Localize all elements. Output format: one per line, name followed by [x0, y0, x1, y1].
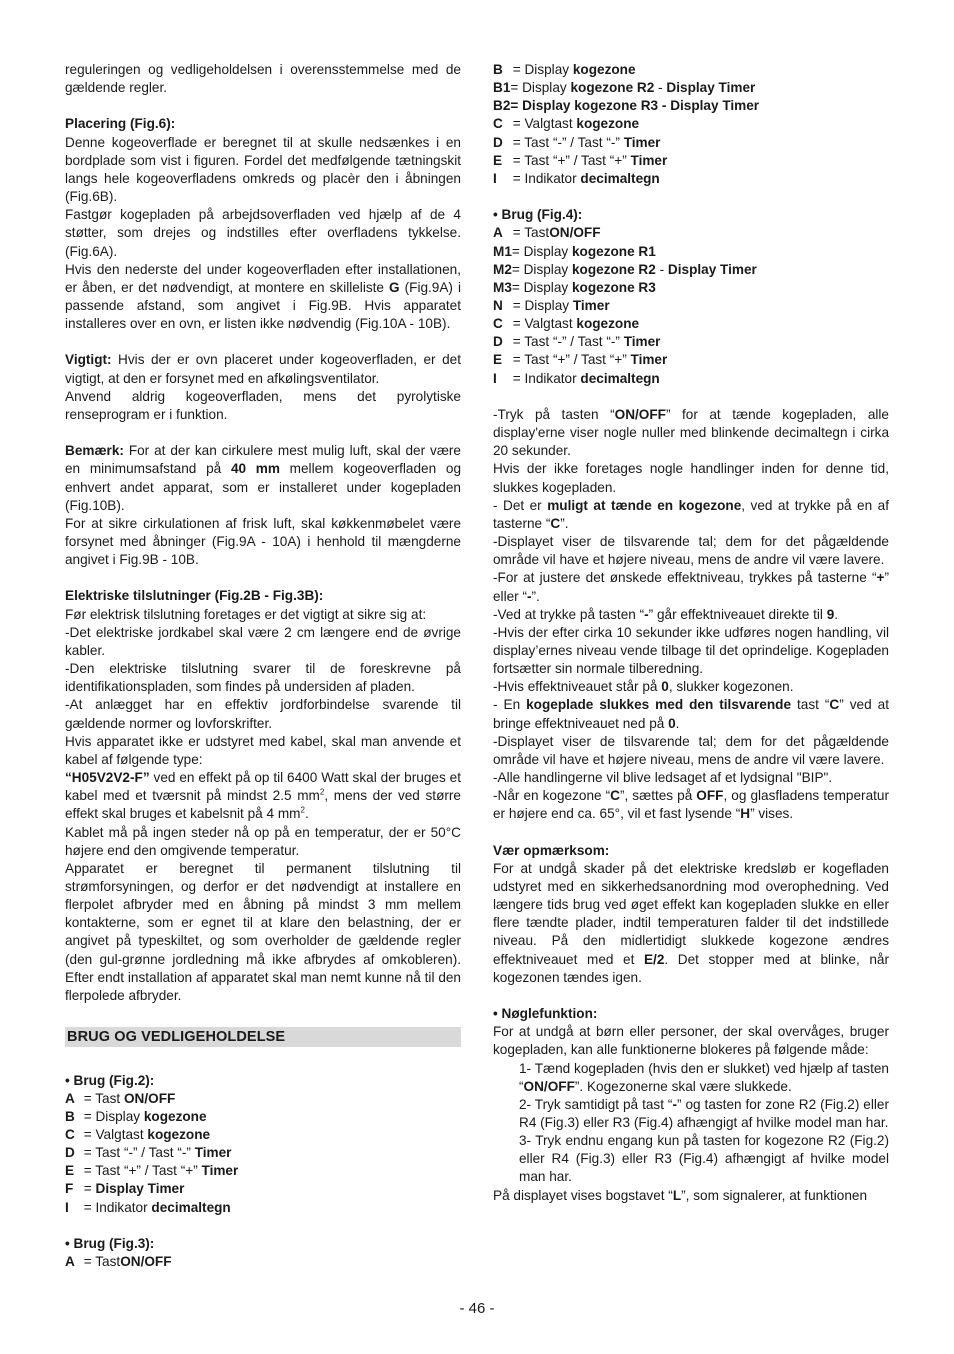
noegle-paragraph: For at undgå at børn eller personer, der skal overvåges, bruger kogepladen, kan alle funktionerne blokeres på følgende måde:: [493, 1024, 889, 1058]
legend-value: kogezone R2: [570, 80, 655, 96]
r-p12-d: OFF: [696, 788, 724, 804]
vigtigt-paragraph-2: Anvend aldrig kogeoverfladen, mens det pyrolytiske renseprogram er i funktion.: [65, 388, 461, 422]
elektrisk-list-2: -Den elektriske tilslutning svarer til de foreskrevne på identifikationspladen, som findes på undersiden af pladen.: [65, 661, 461, 695]
legend-key: E: [493, 152, 503, 168]
legend-text: = Valgtast: [509, 116, 577, 132]
r-p12-c: ”, sættes på: [619, 788, 697, 804]
placering-paragraph-1: Denne kogeoverflade er beregnet til at skulle nedsænkes i en bordplade som vist i figuren. Fordel det medfølgende tætningskit langs hele kogeoverfladens omkreds og placèr den i åbningen (Fig.6B).: [65, 134, 461, 205]
r-p3-e: ”.: [560, 515, 569, 531]
legend-item: [493, 97, 889, 115]
kabel-a: ved en effekt på op til 6400 Watt skal der bruges et kabel med et tværsnit på mindst 2.5 mm: [65, 770, 461, 804]
legend-item: [493, 134, 889, 152]
legend-item: [493, 170, 889, 188]
legend-item: [493, 224, 889, 242]
legend-text: =: [80, 1181, 96, 1197]
last-a: På displayet vises bogstavet “: [493, 1187, 673, 1203]
legend-value: Timer: [623, 334, 661, 350]
legend-item: [65, 1126, 461, 1144]
vaer-b: E/2: [643, 951, 665, 967]
legend-text: = Display kogezone R3: [510, 98, 659, 114]
legend-key: I: [493, 170, 497, 186]
last-c: ”, som signalerer, at funktionen: [681, 1187, 868, 1203]
r-p12-e: , og glasfladens temperatur er højere end ca. 65°, vil et fast lysende “: [493, 788, 889, 822]
r-p6-d: 9: [826, 606, 835, 622]
r-p3-a: - Det er: [493, 497, 548, 513]
legend-value: Timer: [201, 1163, 239, 1179]
right-paragraph-2: Hvis der ikke foretages nogle handlinger inden for denne tid, slukkes kogepladen.: [493, 461, 889, 495]
legend-text: = Indikator: [80, 1199, 152, 1215]
brug-fig3-heading: • Brug (Fig.3):: [65, 1235, 155, 1251]
legend-key: D: [493, 134, 503, 150]
legend-item: [493, 333, 889, 351]
placering-p3-g: G: [389, 279, 400, 295]
noegle-step-3: 3- Tryk endnu engang kun på tasten for kogezone R2 (Fig.2) eller R4 (Fig.3) eller R3 (Fig.4) afhængigt af hvilke model man har.: [519, 1133, 889, 1185]
right-paragraph-5: [493, 569, 889, 605]
right-paragraph-12: [493, 787, 889, 823]
vaer-a: For at undgå skader på det elektriske kredsløb er kogefladen udstyret med en sikkerhedsanordning mod overophedning. Ved længere tids brug ved øget effekt kan kogepladen slukke en eller flere tændte plader, indtil temperaturen falder til det indstillede niveau. På den midlertidigt slukkede kogezone ændres effektniveauet med et: [493, 860, 889, 967]
legend-text: = Tast “-” / Tast “-”: [509, 134, 624, 150]
legend-item: [65, 1162, 461, 1180]
kabel-sup-2: 2: [300, 805, 305, 815]
r-p12-a: -Når en kogezone “: [493, 788, 611, 804]
legend-key: I: [65, 1199, 69, 1215]
r-p5-c: ” eller “: [493, 570, 889, 604]
noegle-step-2: [493, 1096, 889, 1132]
brug-fig4-list: [493, 224, 889, 387]
r-p9-g: .: [675, 715, 680, 731]
legend-value: decimaltegn: [151, 1199, 231, 1215]
legend-text: = Tast “-” / Tast “-”: [80, 1145, 195, 1161]
legend-key: C: [65, 1126, 75, 1142]
r-p12-f: H: [740, 806, 751, 822]
r-p12-b: C: [610, 788, 620, 804]
legend-text: = Display: [509, 62, 573, 77]
legend-key: D: [493, 334, 503, 350]
step1-a: 1- Tænd kogepladen (hvis den er slukket) ved hjælp af tasten “: [519, 1060, 889, 1094]
kabel-sup-1: 2: [319, 787, 325, 797]
legend-item: [65, 1180, 461, 1198]
legend-value: kogezone: [572, 62, 636, 77]
legend-value: decimaltegn: [580, 170, 660, 186]
intro-text: reguleringen og vedligeholdelsen i overensstemmelse med de gældende regler.: [65, 62, 461, 96]
legend-text: = Tast: [80, 1090, 124, 1106]
section-header-brug: BRUG OG VEDLIGEHOLDELSE: [65, 1027, 461, 1047]
legend-value: Timer: [194, 1145, 232, 1161]
r-p3-b: muligt at tænde en kogezone: [547, 497, 742, 513]
r-p6-c: ” går effektniveauet direkte til: [648, 606, 827, 622]
legend-value: Timer: [630, 352, 668, 368]
legend-key: I: [493, 370, 497, 386]
kabel-type: “H05V2V2-F”: [65, 770, 150, 786]
elektrisk-paragraph-4: Apparatet er beregnet til permanent tilslutning til strømforsyningen, og derfor er det nødvendigt at installere en flerpolet afbryder med en åbning på mindst 3 mm mellem kontakterne, som er egnet til at klare den belastning, der er angivet på typeskiltet, og som overholder de gældende regler (den gul-grønne jordledning må ikke afbrydes af omkobleren). Efter endt installation af apparatet skal man nemt kunne nå til den flerpolede afbryder.: [65, 860, 461, 1003]
bemaerk-paragraph-2: For at sikre cirkulationen af frisk luft, skal køkkenmøbelet være forsynet med åbninger (Fig.9A - 10A) i henhold til mængderne angivet i Fig.9B - 10B.: [65, 515, 461, 568]
kabel-b: , mens der ved større effekt skal bruges et kabelsnit på 4 mm: [65, 788, 461, 822]
elektrisk-list-3: -At anlægget har en effektiv jordforbindelse svarende til gældende normer og lovforskrifter.: [65, 697, 461, 731]
r-p9-a: - En: [493, 697, 527, 713]
legend-value: kogezone R2: [571, 261, 656, 277]
legend-key: B2: [493, 98, 511, 114]
legend-separator: -: [655, 261, 668, 277]
legend-value: decimaltegn: [580, 370, 660, 386]
legend-key: B: [65, 1108, 75, 1124]
legend-key: M2: [493, 261, 512, 277]
step2-b: -: [672, 1096, 677, 1112]
vigtigt-paragraph: [65, 351, 461, 387]
legend-value: kogezone R3: [571, 279, 656, 295]
page-number: - 46 -: [459, 1300, 495, 1317]
noegle-step-1: [493, 1060, 889, 1096]
brug-fig2-heading: • Brug (Fig.2):: [65, 1072, 155, 1088]
legend-item: [493, 79, 889, 97]
kabel-end: .: [304, 806, 309, 822]
legend-key: B1: [493, 80, 511, 96]
legend-text: = Tast “-” / Tast “-”: [509, 334, 624, 350]
vigtigt-text: Hvis der er ovn placeret under kogeoverfladen, er det vigtigt, at den er forsynet med en afkølingsventilator.: [65, 352, 461, 386]
legend-item: [493, 61, 889, 79]
step1-b: ON/OFF: [523, 1078, 575, 1094]
legend-key: D: [65, 1145, 75, 1161]
r-p3-c: , ved at trykke på en af tasterne “: [493, 497, 889, 531]
legend-text: = Display: [509, 298, 573, 314]
r-p8-b: 0: [661, 679, 669, 695]
elektrisk-heading: Elektriske tilslutninger (Fig.2B - Fig.3B):: [65, 588, 324, 604]
r-p1-c: ” for at tænde kogepladen, alle display'erne viser nogle nuller med blinkende decimaltegn i cirka 20 sekunder.: [493, 406, 889, 459]
legend-value: ON/OFF: [123, 1090, 176, 1106]
step1-c: ”. Kogezonerne skal være slukkede.: [574, 1078, 792, 1094]
left-column: [65, 61, 461, 1271]
legend-item: [493, 152, 889, 170]
legend-key: E: [493, 352, 503, 368]
r-p9-b: kogeplade slukkes med den tilsvarende: [526, 697, 792, 713]
legend-text: = Display: [80, 1108, 144, 1124]
brug-fig3-list-left: [65, 1253, 461, 1271]
bemaerk-paragraph: [65, 442, 461, 515]
legend-key: C: [493, 116, 503, 132]
r-p9-f: 0: [668, 715, 676, 731]
legend-text: = Indikator: [509, 170, 581, 186]
right-paragraph-1: [493, 406, 889, 460]
vaer-c: . Det stopper med at blinke, når kogezonen tændes igen.: [493, 951, 889, 985]
step2-a: 2- Tryk samtidigt på tast “: [519, 1096, 673, 1112]
legend-value: ON/OFF: [549, 225, 601, 241]
r-p8-c: , slukker kogezonen.: [668, 679, 794, 695]
legend-value: Timer: [572, 298, 610, 314]
r-p8-a: -Hvis effektniveauet står på: [493, 679, 662, 695]
legend-text: = Tast: [80, 1254, 121, 1270]
legend-text: = Valgtast: [509, 316, 577, 332]
right-paragraph-7: -Hvis der efter cirka 10 sekunder ikke udføres nogen handling, vil display’ernes niveau vende tilbage til det oprindelige. Kogepladen fortsætter sin normale tilberedning.: [493, 624, 889, 677]
legend-key: A: [493, 225, 503, 241]
r-p9-c: tast “: [791, 697, 830, 713]
legend-text: = Tast “+” / Tast “+”: [509, 352, 631, 368]
brug-fig3-list-right: [493, 61, 889, 188]
legend-key: E: [65, 1163, 75, 1179]
right-paragraph-10: -Displayet viser de tilsvarende tal; dem for det pågældende område vil have et højere niveau, mens de andre vil være lavere.: [493, 733, 889, 767]
legend-text: = Tast “+” / Tast “+”: [509, 152, 631, 168]
elektrisk-paragraph-3: Kablet må på ingen steder nå op på en temperatur, der er 50°C højere end den omgivende temperatur.: [65, 824, 461, 858]
legend-separator: -: [654, 80, 667, 96]
legend-value: kogezone R1: [571, 243, 656, 259]
legend-key: B: [493, 62, 503, 77]
bemaerk-label: Bemærk:: [65, 443, 124, 459]
legend-text: = Display: [511, 279, 572, 295]
right-paragraph-11: -Alle handlingerne vil blive ledsaget af et lydsignal "BIP".: [493, 770, 833, 786]
legend-value: Display Timer: [95, 1181, 185, 1197]
noegle-heading: • Nøglefunktion:: [493, 1006, 598, 1022]
right-paragraph-9: [493, 696, 889, 732]
legend-item: [65, 1090, 461, 1108]
r-p5-a: -For at justere det ønskede effektniveau, trykkes på tasterne “: [493, 570, 877, 586]
legend-text: = Valgtast: [80, 1126, 148, 1142]
legend-text: = Display: [511, 261, 572, 277]
right-paragraph-4: -Displayet viser de tilsvarende tal; dem for det pågældende område vil have et højere niveau, mens de andre vil være lavere.: [493, 534, 889, 568]
legend-key: M3: [493, 279, 512, 295]
elektrisk-list-1: -Det elektriske jordkabel skal være 2 cm længere end de øvrige kabler.: [65, 624, 461, 658]
legend-value-2: Display Timer: [666, 80, 756, 96]
r-p1-b: ON/OFF: [614, 406, 666, 422]
elektrisk-paragraph-2: Hvis apparatet ikke er udstyret med kabel, skal man anvende et kabel af følgende type:: [65, 733, 461, 767]
legend-text: = Display: [510, 80, 571, 96]
legend-item: [493, 261, 889, 279]
r-p12-g: ” vises.: [750, 806, 794, 822]
bemaerk-c: mellem kogeoverfladen og enhvert andet apparat, som er installeret under kogepladen (Fig.10B).: [65, 461, 462, 513]
legend-value: kogezone: [147, 1126, 211, 1142]
placering-paragraph-3: [65, 261, 461, 334]
legend-item: [65, 1144, 461, 1162]
r-p5-b: +: [876, 570, 885, 586]
legend-value: kogezone: [143, 1108, 207, 1124]
legend-key: C: [493, 316, 503, 332]
r-p1-a: -Tryk på tasten “: [493, 406, 615, 422]
r-p5-d: -: [527, 588, 532, 604]
legend-item: [493, 297, 889, 315]
legend-value: ON/OFF: [120, 1254, 172, 1270]
r-p3-d: C: [550, 515, 561, 531]
legend-item: [493, 315, 889, 333]
legend-value: kogezone: [576, 116, 640, 132]
right-column: [493, 61, 889, 1205]
legend-item: [493, 243, 889, 261]
placering-heading: Placering (Fig.6):: [65, 116, 176, 132]
brug-fig2-list: [65, 1090, 461, 1217]
legend-item: [65, 1253, 461, 1271]
right-paragraph-8: [493, 678, 889, 696]
legend-key: M1: [493, 243, 512, 259]
right-paragraph-3: [493, 497, 889, 533]
legend-item: [493, 370, 889, 388]
legend-key: A: [65, 1090, 75, 1106]
legend-value: Timer: [630, 152, 668, 168]
legend-text: = Tast: [509, 225, 550, 241]
legend-text: = Tast “+” / Tast “+”: [80, 1163, 202, 1179]
legend-key: F: [65, 1181, 74, 1197]
legend-text: = Indikator: [509, 370, 581, 386]
legend-item: [493, 115, 889, 133]
legend-value-2: Display Timer: [670, 98, 760, 114]
last-b: L: [672, 1187, 682, 1203]
legend-item: [493, 351, 889, 369]
vigtigt-label: Vigtigt:: [65, 352, 112, 368]
legend-separator: -: [658, 98, 671, 114]
r-p5-e: ”.: [531, 588, 540, 604]
legend-key: A: [65, 1254, 75, 1270]
bemaerk-b: 40 mm: [230, 461, 280, 477]
placering-p3-b: (Fig.9A) i passende afstand, som angivet i Fig.9B. Hvis apparatet installeres over en ovn, er listen ikke nødvendig (Fig.10A - 10B).: [65, 279, 461, 332]
vaer-paragraph: [493, 860, 889, 987]
right-paragraph-6: [493, 606, 889, 624]
elektrisk-paragraph-1: Før elektrisk tilslutning foretages er det vigtigt at sikre sig at:: [65, 606, 427, 622]
step2-c: ” og tasten for zone R2 (Fig.2) eller R4 (Fig.3) eller R3 (Fig.4) afhængigt af hvilke model man har.: [519, 1096, 889, 1130]
r-p6-e: .: [834, 606, 839, 622]
kabel-paragraph: [65, 769, 461, 823]
placering-paragraph-2: Fastgør kogepladen på arbejdsoverfladen ved hjælp af de 4 støtter, som drejes og indstilles efter overfladens tykkelse. (Fig.6A).: [65, 207, 461, 259]
legend-text: = Display: [511, 243, 572, 259]
r-p9-e: ” ved at bringe effektniveauet ned på: [493, 697, 889, 731]
r-p6-b: -: [644, 606, 649, 622]
brug-fig4-heading: • Brug (Fig.4):: [493, 207, 583, 223]
placering-p3-a: Hvis den nederste del under kogeoverfladen efter installationen, er åben, er det nødvendigt, at montere en skilleliste: [65, 261, 461, 295]
noegle-last-line: [493, 1187, 889, 1205]
legend-value: Timer: [623, 134, 661, 150]
bemaerk-a: For at der kan cirkulere mest mulig luft, skal der være en minimumsafstand på: [65, 443, 461, 477]
legend-value: kogezone: [576, 316, 640, 332]
r-p6-a: -Ved at trykke på tasten “: [493, 606, 645, 622]
legend-item: [65, 1199, 461, 1217]
legend-value-2: Display Timer: [667, 261, 757, 277]
r-p9-d: C: [829, 697, 840, 713]
vaer-heading: Vær opmærksom:: [493, 842, 610, 858]
legend-item: [65, 1108, 461, 1126]
legend-key: N: [493, 298, 503, 314]
legend-item: [493, 279, 889, 297]
